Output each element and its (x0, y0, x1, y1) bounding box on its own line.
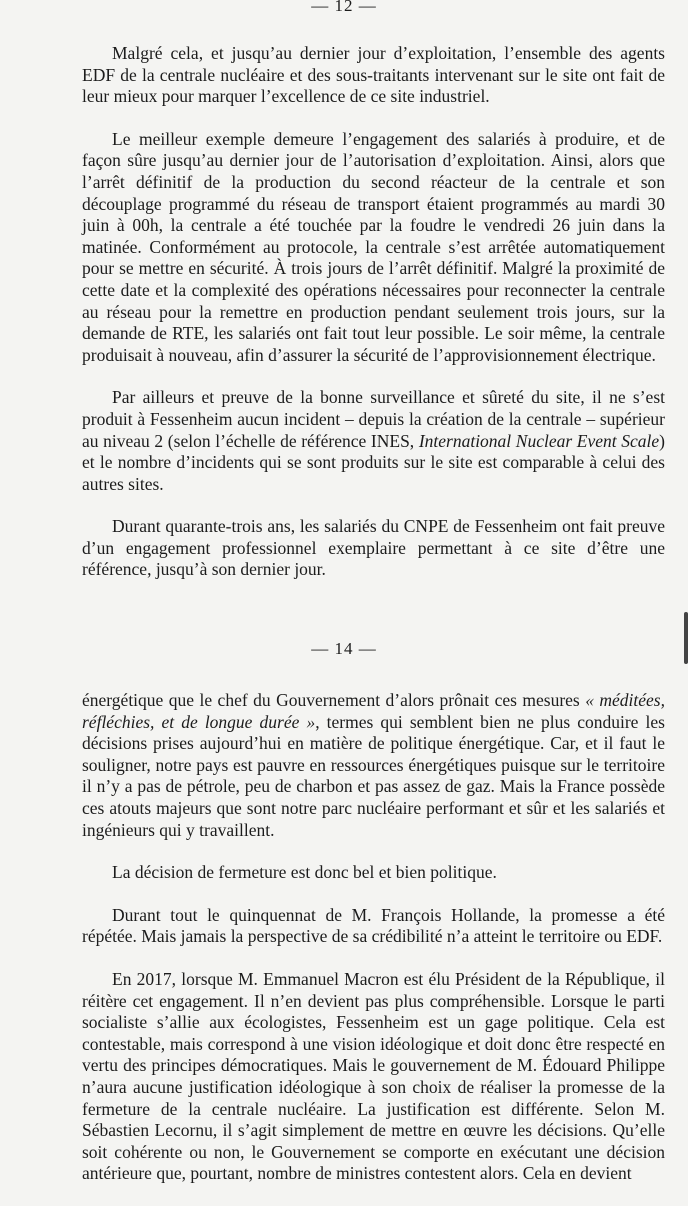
paragraph: La décision de fermeture est donc bel et bien politique. (112, 862, 497, 883)
italic-term: International Nuclear Event Scale (418, 430, 660, 451)
paragraph-text: Par ailleurs et preuve de la bonne surveillance et sûreté du site, il ne s’est produit à Fessenheim aucun incident – depuis la création de la centrale – supérieur au niveau 2 (selon l’échelle de référence INES, (82, 387, 665, 451)
paragraph: Malgré cela, et jusqu’au dernier jour d’exploitation, l’ensemble des agents EDF de la centrale nucléaire et des sous-traitants intervenant sur le site ont fait de leur mieux pour marquer l’excellence de ce site industriel. (82, 43, 665, 107)
page-number: — 14 — (311, 639, 377, 658)
paragraph-text: ) et le nombre d’incidents qui se sont produits sur le site est comparable à celui des autres sites. (82, 430, 665, 494)
page-body (82, 43, 665, 602)
page-body (82, 690, 665, 1206)
paragraph: Durant quarante-trois ans, les salariés du CNPE de Fessenheim ont fait preuve d’un engagement professionnel exemplaire permettant à ce site d’être une référence, jusqu’à son dernier jour. (82, 516, 665, 580)
paragraph: Durant tout le quinquennat de M. François Hollande, la promesse a été répétée. Mais jamais la perspective de sa crédibilité n’a atteint le territoire ou EDF. (82, 904, 665, 947)
paragraph-text: , termes qui semblent bien ne plus conduire les décisions prises aujourd’hui en matière de politique énergétique. Car, et il faut le souligner, notre pays est pauvre en ressources énergétiques puisque sur le territoire il n’y a pas de pétrole, peu de charbon et pas assez de gaz. Mais la France possède ces atouts majeurs que sont notre parc nucléaire performant et sûr et les salariés et ingénieurs qui y travaillent. (82, 711, 665, 840)
italic-quote: « méditées, réfléchies, et de longue durée » (82, 690, 665, 732)
paragraph: En 2017, lorsque M. Emmanuel Macron est élu Président de la République, il réitère cet engagement. Il n’en devient pas plus compréhensible. Lorsque le parti socialiste s’allie aux écologistes, Fessenheim est un gage politique. Cela est contestable, mais correspond à une vision idéologique et doit donc être respecté en vertu des principes démocratiques. Mais le gouvernement de M. Édouard Philippe n’aura aucune justification idéologique à son choix de réaliser la promesse de la fermeture de la centrale nucléaire. La justification est différente. Selon M. Sébastien Lecornu, il s’agit simplement de mettre en œuvre les décisions. Qu’elle soit cohérente ou non, le Gouvernement se comporte en exécutant une décision antérieure que, pourtant, nombre de ministres contestent alors. Cela en devient (82, 968, 665, 1184)
paragraph-text: énergétique que le chef du Gouvernement d’alors prônait ces mesures (82, 690, 586, 710)
paragraph (82, 387, 665, 495)
paragraph: Le meilleur exemple demeure l’engagement des salariés à produire, et de façon sûre jusqu’au dernier jour de l’autorisation d’exploitation. Ainsi, alors que l’arrêt définitif de la production du second réacteur de la centrale et son découplage programmé du réseau de transport étaient programmés au mardi 30 juin à 00h, la centrale a été touchée par la foudre le vendredi 26 juin dans la matinée. Conformément au protocole, la centrale s’est arrêtée automatiquement pour se mettre en sécurité. À trois jours de l’arrêt définitif. Malgré la proximité de cette date et la complexité des opérations nécessaires pour reconnecter la centrale au réseau pour la remettre en production pendant seulement trois jours, sur la demande de RTE, les salariés ont fait tout leur possible. Le soir même, la centrale produisait à nouveau, afin d’assurer la sécurité de l’approvisionnement électrique. (82, 128, 665, 365)
paragraph (82, 690, 665, 841)
document-page-14 (0, 620, 688, 1200)
page-number: — 12 — (311, 0, 377, 15)
